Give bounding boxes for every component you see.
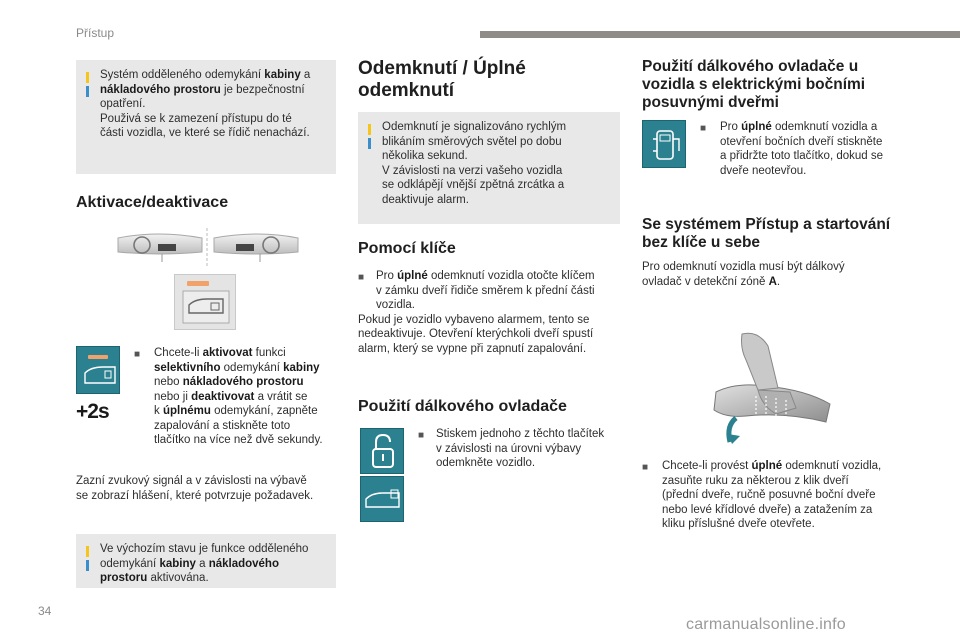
header-bar [480,31,960,38]
note-marker-yellow [86,546,89,557]
note-marker-yellow [86,72,89,83]
panel-van-icon [175,275,237,331]
sliding-instructions: Pro úplné odemknutí vozidla a otevření bočních dveří stiskněte a přidržte toto tlačítko, dokud se dveře neotevřou. [720,121,884,177]
note-marker-blue [86,86,89,97]
unlock-button-icon [360,428,404,474]
page-number: 34 [38,604,52,618]
two-seconds-icon: +2s [76,400,109,423]
note-marker-blue [86,560,89,571]
illustration-hand-handle [706,330,836,454]
bullet-marker: ■ [418,430,425,441]
watermark: carmanualsonline.info [686,616,846,633]
heading-remote: Použití dálkového ovladače [358,398,567,415]
cargo-lock-button-icon [76,346,120,394]
note-marker-yellow [368,124,371,135]
section-header: Přístup [76,26,115,40]
note-unlock: Odemknutí je signalizováno rychlým blikáním směrových světel po dobu několika sekund. V závislosti na verzi vašeho vozidla se odklápějí vnější zpětná zrcátka a deaktivuje alarm. [358,112,620,224]
bullet-marker: ■ [134,349,141,360]
handle-instructions: Chcete-li provést úplné odemknutí vozidla, zasuňte ruku za některou z klik dveří (přední dveře, ručně posuvné boční dveře nebo levé křídlové dveře) a zatažením za kliku příslušné dveře otevřete. [662,460,882,530]
bullet-marker: ■ [358,272,365,283]
bullet-marker: ■ [642,462,649,473]
note-marker-blue [368,138,371,149]
bullet-marker: ■ [700,123,707,134]
heading-activation: Aktivace/deaktivace [76,194,229,211]
illustration-keys [108,226,308,270]
activation-instructions: Chcete-li aktivovat funkci selektivního odemykání kabiny nebo nákladového prostoru nebo ji deaktivovat a vrátit se k úplnému odemykání, zapněte zapalování a stiskněte toto tlačítko na více než dvě sekundy. [154,347,323,446]
dashboard-button-panel [174,274,236,330]
title-sliding-doors: Použití dálkového ovladače u vozidla s elektrickými bočními posuvnými dveřmi [642,58,866,111]
heading-keyless: Se systémem Přístup a startování bez klíče u sebe [642,216,891,251]
sliding-door-button-icon [642,120,686,168]
key-instructions: Pro úplné odemknutí vozidla otočte klíčem v zámku dveří řidiče směrem k přední části vozidla. Pokud je vozidlo vybaveno alarmem, tento se nedeaktivuje. Otevření kterýchkoli dveří spustí alarm, který se vypne při zapnutí zapalování. [358,270,595,355]
note-top: Systém odděleného odemykání kabiny a nákladového prostoru je bezpečnostní opatření. Použivá se k zamezení přístupu do té části vozidla, ve které se řídič nenachází. [76,60,336,174]
note-bottom: Ve výchozím stavu je funkce odděleného odemykání kabiny a nákladového prostoru aktivována. [76,534,336,588]
van-unlock-button-icon [360,476,404,522]
confirmation-paragraph: Zazní zvukový signál a v závislosti na výbavě se zobrazí hlášení, které potvrzuje požadavek. [76,475,314,502]
remote-instructions: Stiskem jednoho z těchto tlačítek v závislosti na úrovni výbavy odemkněte vozidlo. [436,428,605,469]
title-unlock: Odemknutí / Úplné odemknutí [358,58,526,101]
keyless-text: Pro odemknutí vozidla musí být dálkový ovladač v detekční zóně A. [642,261,845,288]
heading-key: Pomocí klíče [358,240,456,257]
